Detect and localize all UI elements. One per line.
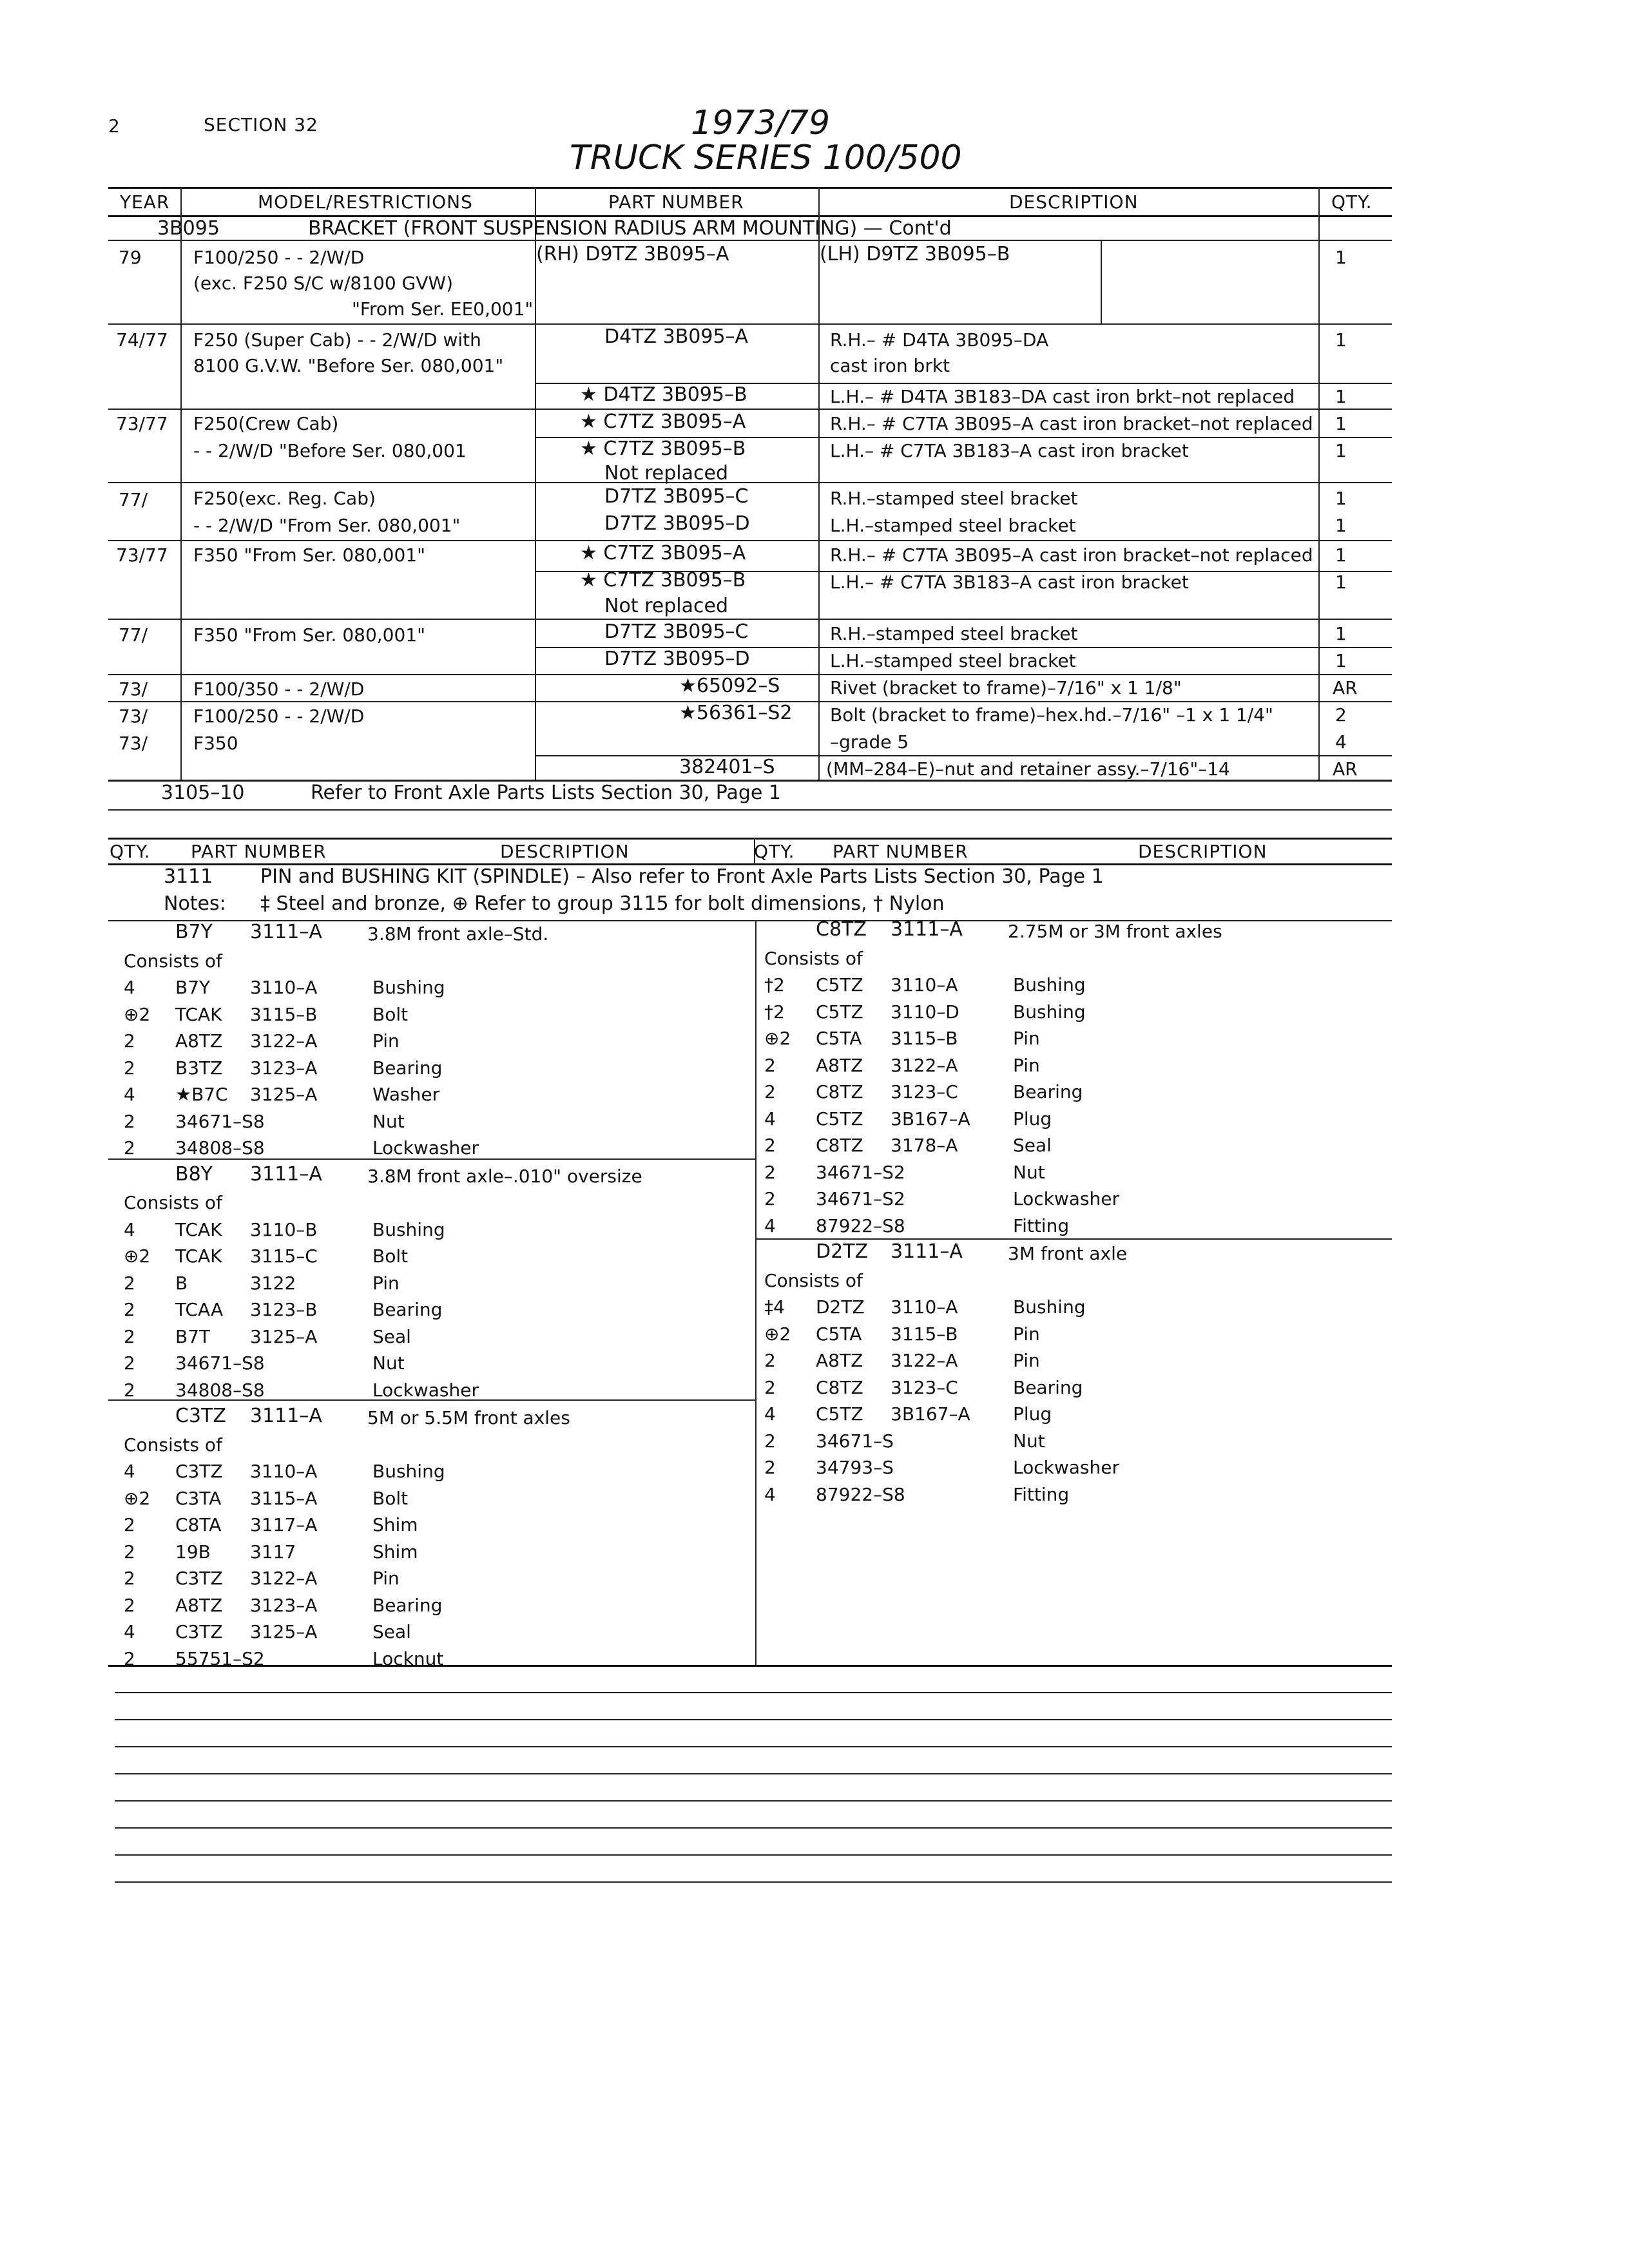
row-description: cast iron brkt [830,355,950,376]
item-prefix: 87922–S8 [816,1215,905,1236]
item-qty: 2 [124,1352,135,1374]
item-qty: 4 [124,1218,135,1240]
item-description: Bushing [372,1461,445,1482]
item-qty: 2 [764,1457,776,1478]
row-model: F250 (Super Cab) - - 2/W/D with [193,329,481,351]
item-prefix: C5TZ [816,974,863,995]
item-prefix: B7Y [175,977,211,998]
item-qty: 4 [764,1108,776,1129]
col-header-desc-left: DESCRIPTION [500,841,630,862]
item-base: 3123–A [250,1594,318,1616]
row-qty: 1 [1335,572,1347,593]
row-part-number: ★56361–S2 [679,702,793,724]
item-base: 3122–A [891,1054,958,1076]
reference-code: 3105–10 [161,782,245,804]
row-description: L.H.–stamped steel bracket [830,515,1076,536]
item-qty: 2 [124,1030,135,1052]
item-base: 3115–B [891,1028,958,1049]
row-model: F100/250 - - 2/W/D [193,247,365,268]
notes-text: ‡ Steel and bronze, ⊕ Refer to group 3115 for bolt dimensions, † Nylon [260,892,945,915]
item-prefix: 34671–S2 [816,1161,905,1183]
consists-of-label: Consists of [764,947,863,969]
item-qty: 2 [124,1379,135,1401]
item-description: Seal [372,1325,411,1347]
item-qty: 2 [124,1568,135,1589]
row-model: - - 2/W/D "From Ser. 080,001" [193,515,461,536]
row-qty: 1 [1335,329,1347,351]
item-qty: 4 [124,1461,135,1482]
item-base: 3178–A [891,1135,958,1156]
kit-part-prefix: B8Y [175,1162,213,1186]
kit-part-prefix: B7Y [175,921,213,943]
row-part-number: ★ C7TZ 3B095–B [580,437,746,460]
row-part-note: Not replaced [604,462,728,485]
row-description: R.H.–stamped steel bracket [830,488,1078,509]
row-model: "From Ser. EE0,001" [352,298,534,320]
item-prefix: D2TZ [816,1296,865,1318]
item-description: Washer [372,1084,440,1105]
item-prefix: C5TZ [816,1108,863,1129]
row-part-number: ★ C7TZ 3B095–A [580,542,746,564]
row-qty: 4 [1335,731,1347,753]
item-qty: 2 [764,1161,776,1183]
row-description: L.H.– # C7TA 3B183–A cast iron bracket [830,572,1189,593]
kit-part-prefix: D2TZ [816,1240,869,1263]
item-base: 3122–A [250,1030,318,1052]
item-base: 3110–A [250,1461,318,1482]
item-base: 3117–A [250,1514,318,1535]
kit-part-base: 3111–A [250,921,322,943]
row-qty: AR [1333,677,1358,698]
item-description: Bearing [1013,1081,1083,1102]
col-header-desc-right: DESCRIPTION [1138,841,1268,862]
item-description: Bushing [1013,1296,1086,1318]
kit-part-prefix: C3TZ [175,1405,226,1427]
row-description: R.H.– # C7TA 3B095–A cast iron bracket–not replaced [830,544,1313,566]
row-description: R.H.– # D4TA 3B095–DA [830,329,1049,351]
item-prefix: C5TZ [816,1001,863,1023]
item-prefix: 34808–S8 [175,1137,265,1158]
item-prefix: TCAK [175,1245,222,1267]
col-header-year: YEAR [120,191,170,213]
consists-of-label: Consists of [124,950,222,972]
row-part-number: ★ C7TZ 3B095–B [580,569,746,591]
row-qty: 1 [1335,623,1347,644]
row-year: 79 [119,247,142,268]
row-model: F350 "From Ser. 080,001" [193,544,426,566]
item-prefix: B7T [175,1325,211,1347]
item-base: 3110–D [891,1001,959,1023]
row-qty: 1 [1335,650,1347,671]
item-base: 3115–B [891,1323,958,1345]
item-description: Bolt [372,1487,409,1509]
item-qty: 2 [124,1648,135,1669]
item-description: Bearing [372,1057,443,1079]
item-qty: 4 [764,1215,776,1236]
page-title-series: TRUCK SERIES 100/500 [570,139,962,177]
kit-description: 5M or 5.5M front axles [367,1407,570,1428]
item-description: Lockwasher [1013,1457,1119,1478]
item-prefix: 34808–S8 [175,1379,265,1401]
row-qty: 1 [1335,413,1347,434]
row-part-number: D4TZ 3B095–A [604,325,749,348]
item-description: Pin [372,1272,400,1294]
col-header-qty: QTY. [1331,191,1373,213]
item-prefix: C8TZ [816,1376,863,1398]
item-prefix: C5TZ [816,1403,863,1425]
item-description: Pin [372,1030,400,1052]
row-model: F250(exc. Reg. Cab) [193,488,376,509]
kit-description: 3.8M front axle–Std. [367,923,549,945]
item-qty: ⊕2 [764,1028,791,1049]
row-model: (exc. F250 S/C w/8100 GVW) [193,273,453,294]
page-title-years: 1973/79 [691,104,831,142]
col-header-description: DESCRIPTION [1009,191,1139,213]
item-description: Bearing [372,1594,443,1616]
row-model: - - 2/W/D "Before Ser. 080,001 [193,440,467,461]
item-qty: 4 [764,1483,776,1505]
item-base: 3123–B [250,1299,318,1320]
row-qty: 1 [1335,515,1347,536]
item-qty: 2 [124,1137,135,1158]
kit-part-prefix: C8TZ [816,918,867,941]
item-description: Pin [372,1568,400,1589]
item-description: Nut [372,1110,405,1132]
item-qty: 2 [124,1594,135,1616]
item-description: Plug [1013,1403,1052,1425]
item-description: Seal [372,1621,411,1642]
item-qty: 4 [764,1403,776,1425]
row-year: 77/ [119,624,148,646]
row-model: F250(Crew Cab) [193,413,339,434]
item-prefix: 34671–S8 [175,1352,265,1374]
item-qty: ‡4 [764,1296,785,1318]
item-prefix: C8TZ [816,1081,863,1102]
row-model: F100/250 - - 2/W/D [193,706,365,727]
item-prefix: ★B7C [175,1084,228,1105]
item-qty: 2 [764,1376,776,1398]
item-prefix: C8TZ [816,1135,863,1156]
item-qty: 2 [124,1325,135,1347]
row-description: (LH) D9TZ 3B095–B [820,243,1010,265]
item-description: Pin [1013,1323,1040,1345]
row-year: 73/77 [116,413,168,434]
item-description: Lockwasher [372,1379,479,1401]
item-prefix: C5TA [816,1323,862,1345]
row-year: 73/ [119,733,148,754]
kit-part-base: 3111–A [250,1405,322,1427]
row-part-note: Not replaced [604,595,728,617]
row-description: R.H.– # C7TA 3B095–A cast iron bracket–not replaced [830,413,1313,434]
item-qty: 2 [764,1135,776,1156]
row-qty: AR [1333,758,1358,780]
item-qty: 4 [124,1084,135,1105]
item-qty: 2 [124,1299,135,1320]
item-base: 3B167–A [891,1108,970,1129]
page-number: 2 [108,115,120,137]
row-description: Bolt (bracket to frame)–hex.hd.–7/16" –1 x 1 1/4" [830,704,1273,726]
item-qty: 2 [764,1350,776,1371]
item-base: 3110–A [891,1296,958,1318]
row-part-number: D7TZ 3B095–D [604,648,750,670]
item-prefix: TCAK [175,1218,222,1240]
item-base: 3110–B [250,1218,318,1240]
item-prefix: 55751–S2 [175,1648,265,1669]
item-qty: 2 [764,1054,776,1076]
consists-of-label: Consists of [764,1269,863,1291]
item-base: 3125–A [250,1325,318,1347]
reference-text: Refer to Front Axle Parts Lists Section 30, Page 1 [311,782,782,804]
row-part-number: ★ C7TZ 3B095–A [580,410,746,433]
row-model: F350 "From Ser. 080,001" [193,624,426,646]
item-qty: 4 [124,977,135,998]
item-prefix: 87922–S8 [816,1483,905,1505]
item-prefix: A8TZ [816,1054,863,1076]
consists-of-label: Consists of [124,1434,222,1456]
item-description: Pin [1013,1028,1040,1049]
item-description: Nut [372,1352,405,1374]
row-description: L.H.– # C7TA 3B183–A cast iron bracket [830,440,1189,461]
item-base: 3B167–A [891,1403,970,1425]
item-description: Bearing [372,1299,443,1320]
item-prefix: C3TZ [175,1461,223,1482]
item-base: 3125–A [250,1084,318,1105]
item-prefix: 19B [175,1541,211,1562]
row-model: 8100 G.V.W. "Before Ser. 080,001" [193,355,504,376]
row-year: 74/77 [116,329,168,351]
row-qty: 1 [1335,488,1347,509]
row-description: (MM–284–E)–nut and retainer assy.–7/16"–14 [826,758,1230,780]
kit-part-base: 3111–A [891,918,963,941]
item-qty: ⊕2 [124,1245,151,1267]
item-base: 3123–C [891,1376,958,1398]
item-description: Bushing [1013,1001,1086,1023]
row-year: 77/ [119,489,148,510]
item-qty: †2 [764,1001,785,1023]
row-part-number: ★ D4TZ 3B095–B [580,383,747,406]
item-qty: 4 [124,1621,135,1642]
item-qty: †2 [764,974,785,995]
item-description: Shim [372,1514,418,1535]
item-base: 3110–A [250,977,318,998]
item-base: 3115–A [250,1487,318,1509]
row-qty: 2 [1335,704,1347,726]
item-base: 3110–A [891,974,958,995]
item-prefix: C5TA [816,1028,862,1049]
row-model: F100/350 - - 2/W/D [193,678,365,700]
notes-label: Notes: [164,892,226,915]
item-description: Nut [1013,1430,1045,1452]
row-qty: 1 [1335,440,1347,461]
item-description: Bearing [1013,1376,1083,1398]
item-description: Locknut [372,1648,444,1669]
item-description: Lockwasher [1013,1188,1119,1209]
kit-description: 3M front axle [1008,1243,1128,1264]
item-qty: 2 [124,1057,135,1079]
kit-group-code: 3111 [164,865,213,888]
item-base: 3122–A [891,1350,958,1371]
consists-of-label: Consists of [124,1192,222,1213]
row-part-number: D7TZ 3B095–C [604,620,749,643]
item-qty: ⊕2 [124,1487,151,1509]
item-qty: 2 [124,1272,135,1294]
item-qty: 2 [764,1188,776,1209]
item-prefix: A8TZ [816,1350,863,1371]
item-base: 3115–C [250,1245,318,1267]
item-prefix: 34793–S [816,1457,894,1478]
item-prefix: TCAA [175,1299,224,1320]
item-qty: 2 [124,1514,135,1535]
col-header-qty-right: QTY. [754,841,795,862]
item-base: 3117 [250,1541,296,1562]
item-prefix: B3TZ [175,1057,223,1079]
col-header-model: MODEL/RESTRICTIONS [258,191,473,213]
col-header-part-left: PART NUMBER [191,841,327,862]
item-prefix: C3TZ [175,1621,223,1642]
row-model: F350 [193,733,238,754]
item-description: Bolt [372,1245,409,1267]
item-base: 3115–B [250,1003,318,1025]
item-qty: 2 [764,1081,776,1102]
item-base: 3122 [250,1272,296,1294]
item-description: Plug [1013,1108,1052,1129]
item-prefix: 34671–S [816,1430,894,1452]
item-description: Bolt [372,1003,409,1025]
section-label: SECTION 32 [204,114,318,135]
item-prefix: TCAK [175,1003,222,1025]
item-qty: ⊕2 [764,1323,791,1345]
row-part-number: (RH) D9TZ 3B095–A [536,243,729,265]
row-year: 73/ [119,678,148,700]
item-base: 3122–A [250,1568,318,1589]
item-description: Bushing [372,1218,445,1240]
item-prefix: C8TA [175,1514,222,1535]
row-qty: 1 [1335,544,1347,566]
item-base: 3123–A [250,1057,318,1079]
kit-group-title: PIN and BUSHING KIT (SPINDLE) – Also refer to Front Axle Parts Lists Section 30, Page 1 [260,865,1104,888]
item-qty: 2 [764,1430,776,1452]
item-description: Seal [1013,1135,1052,1156]
item-base: 3125–A [250,1621,318,1642]
row-description: L.H.– # D4TA 3B183–DA cast iron brkt–not replaced [830,386,1295,407]
col-header-qty-left: QTY. [110,841,151,862]
item-description: Pin [1013,1350,1040,1371]
row-year: 73/77 [116,544,168,566]
row-description: –grade 5 [830,731,909,753]
kit-part-base: 3111–A [250,1162,322,1186]
item-description: Bushing [372,977,445,998]
kit-description: 2.75M or 3M front axles [1008,921,1222,942]
item-qty: 2 [124,1110,135,1132]
item-description: Nut [1013,1161,1045,1183]
kit-part-base: 3111–A [891,1240,963,1263]
item-description: Fitting [1013,1215,1070,1236]
row-description: L.H.–stamped steel bracket [830,650,1076,671]
item-prefix: A8TZ [175,1594,223,1616]
col-header-part-right: PART NUMBER [833,841,969,862]
item-prefix: C3TZ [175,1568,223,1589]
item-prefix: 34671–S2 [816,1188,905,1209]
item-description: Shim [372,1541,418,1562]
item-prefix: 34671–S8 [175,1110,265,1132]
kit-description: 3.8M front axle–.010" oversize [367,1165,642,1187]
row-description: R.H.–stamped steel bracket [830,623,1078,644]
row-part-number: D7TZ 3B095–D [604,512,750,535]
item-description: Fitting [1013,1483,1070,1505]
group-title: BRACKET (FRONT SUSPENSION RADIUS ARM MOUNTING) — Cont'd [308,217,952,240]
row-part-number: D7TZ 3B095–C [604,485,749,508]
item-prefix: A8TZ [175,1030,223,1052]
row-part-number: 382401–S [679,756,775,778]
item-description: Pin [1013,1054,1040,1076]
row-year: 73/ [119,706,148,727]
col-header-part-number: PART NUMBER [608,191,744,213]
item-description: Lockwasher [372,1137,479,1158]
item-prefix: C3TA [175,1487,222,1509]
row-qty: 1 [1335,386,1347,407]
item-qty: 2 [124,1541,135,1562]
group-code: 3B095 [157,217,220,240]
row-part-number: ★65092–S [679,675,780,697]
item-base: 3123–C [891,1081,958,1102]
item-qty: ⊕2 [124,1003,151,1025]
row-qty: 1 [1335,247,1347,268]
row-description: Rivet (bracket to frame)–7/16" x 1 1/8" [830,677,1182,698]
item-description: Bushing [1013,974,1086,995]
item-prefix: B [175,1272,188,1294]
